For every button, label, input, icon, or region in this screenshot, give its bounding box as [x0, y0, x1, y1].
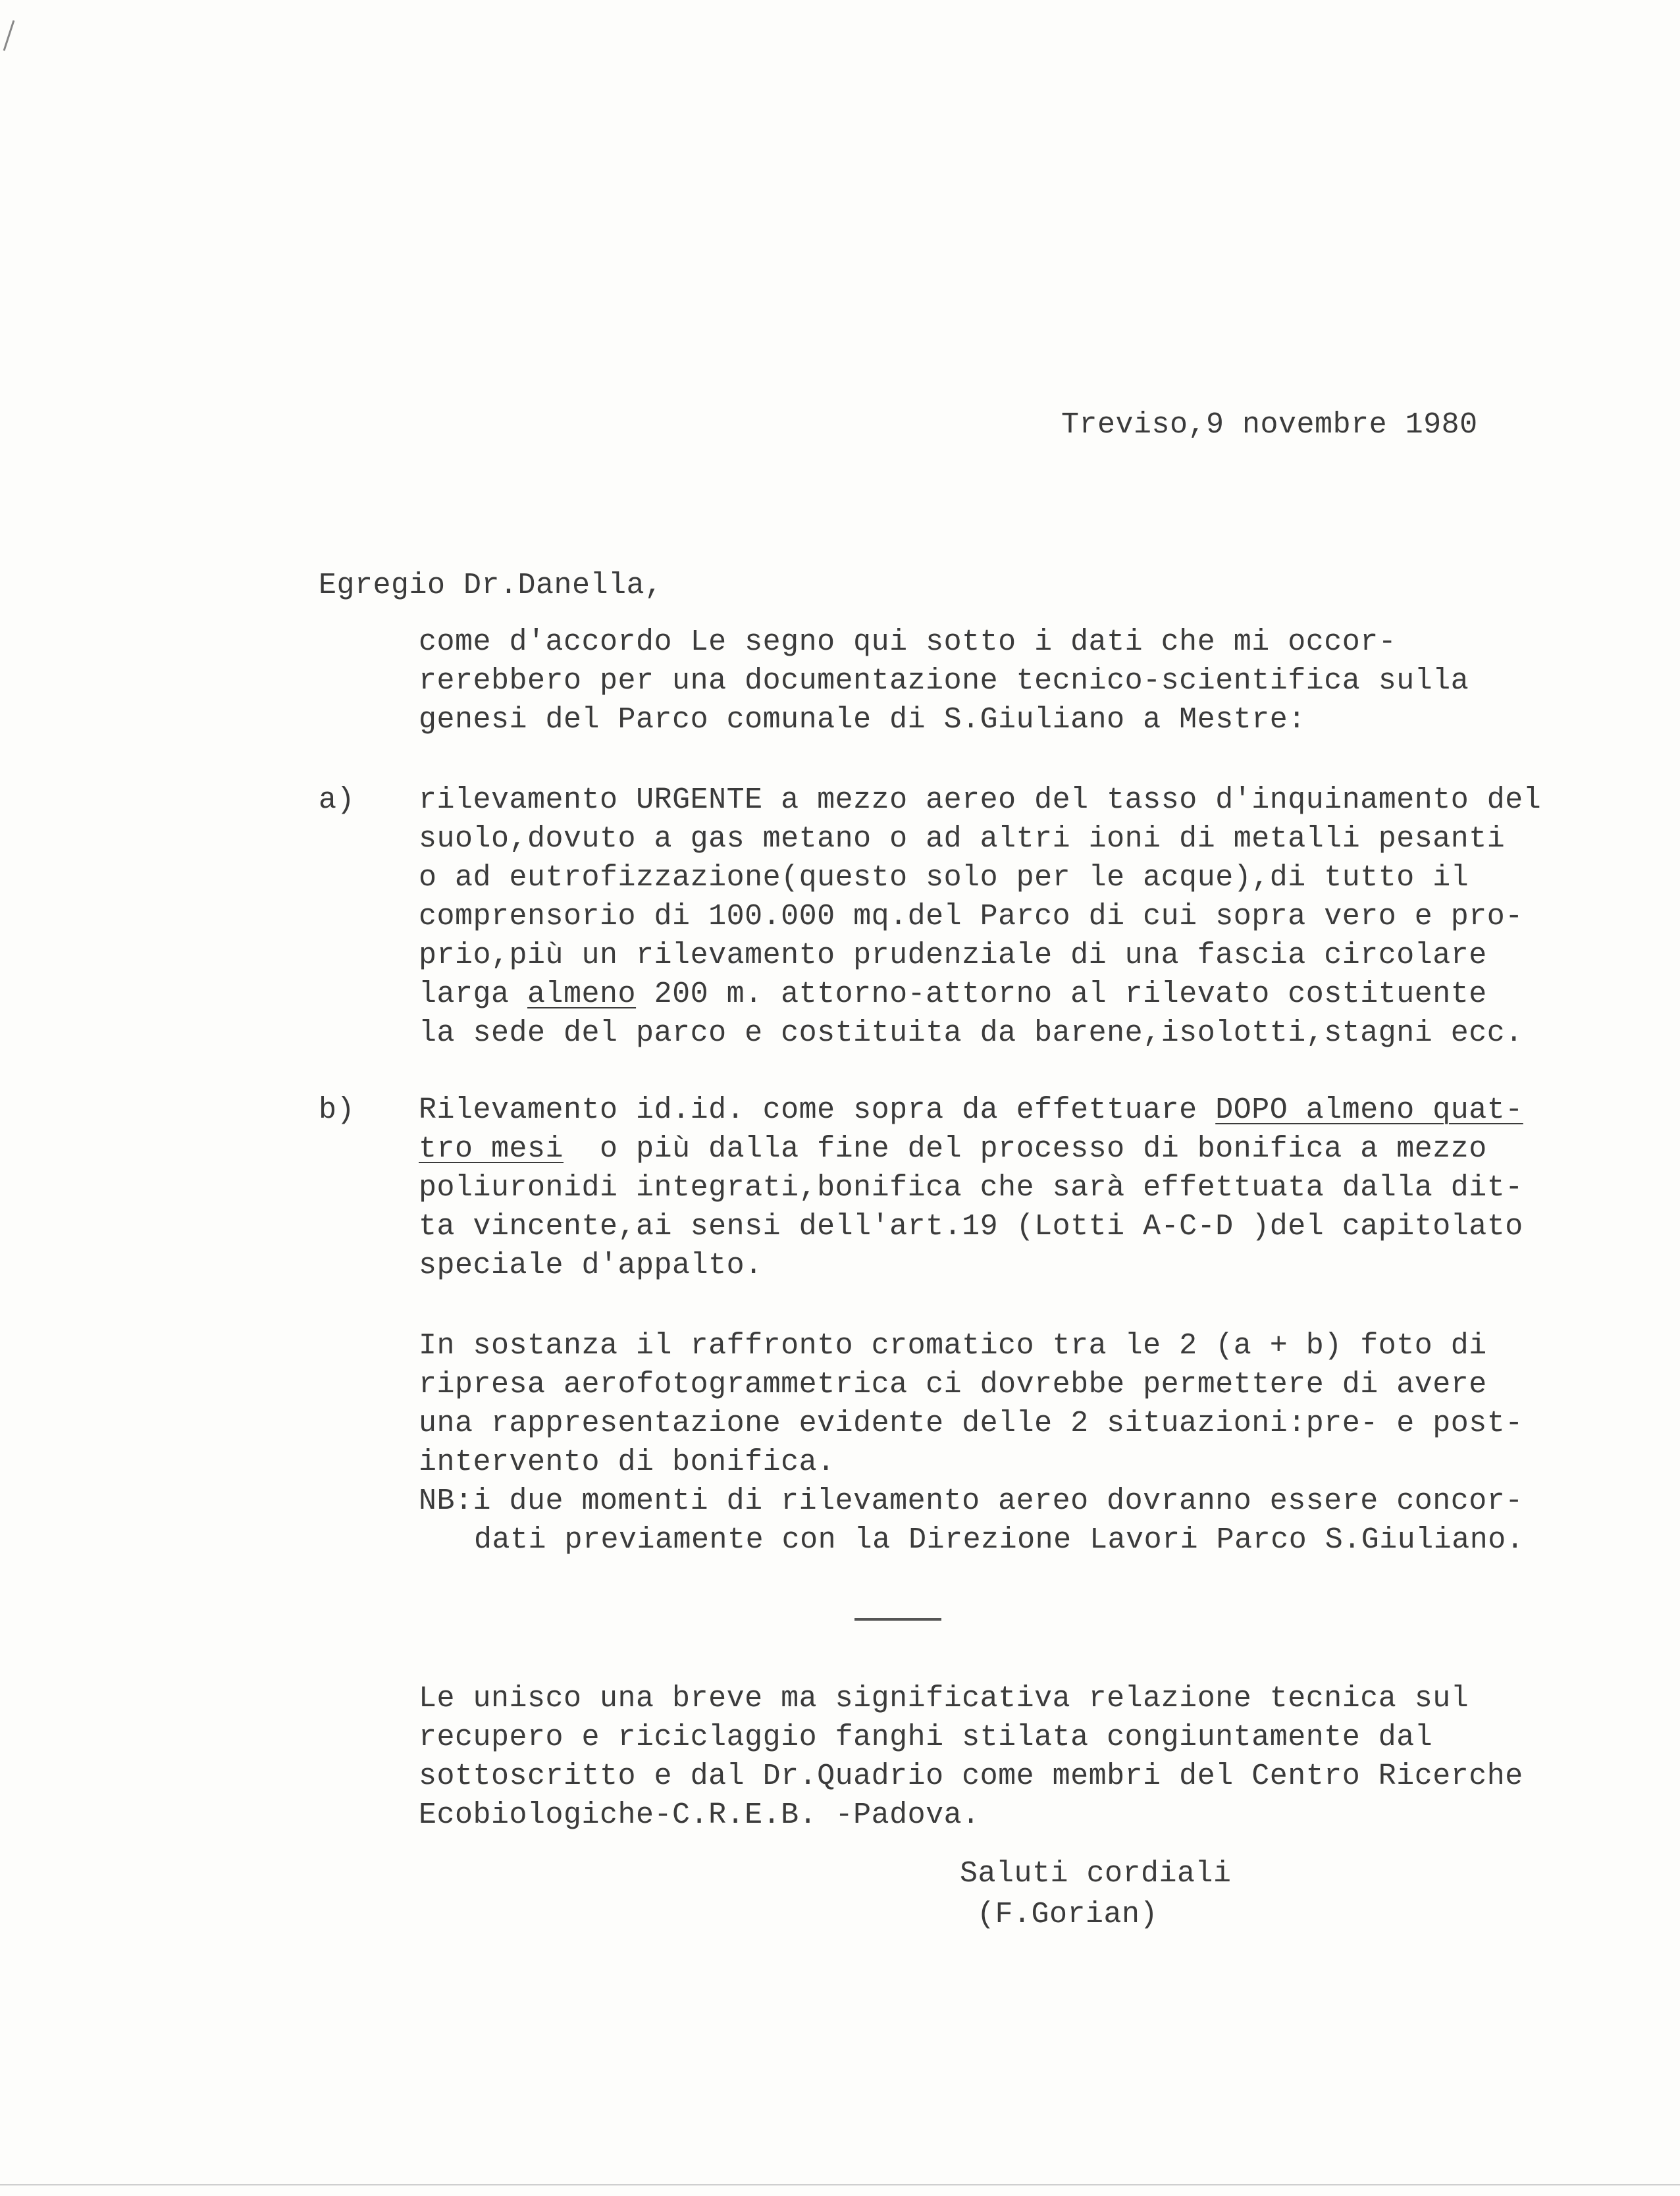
summary-line: una rappresentazione evidente delle 2 situazioni:pre- e post- — [419, 1407, 1523, 1440]
scan-mark — [3, 20, 15, 51]
emphasis-tro-mesi: tro mesi — [419, 1132, 564, 1166]
salutation: Egregio Dr.Danella, — [319, 569, 663, 602]
emphasis-almeno: almeno — [527, 978, 637, 1011]
item-a-line: comprensorio di 100.000 mq.del Parco di cui sopra vero e pro- — [419, 900, 1523, 933]
closing-line: sottoscritto e dal Dr.Quadrio come membri del Centro Ricerche — [419, 1760, 1523, 1793]
emphasis-urgente: URGENTE — [636, 783, 763, 817]
item-a-line: la sede del parco e costituita da barene,isolotti,stagni ecc. — [419, 1016, 1523, 1050]
item-b-line: poliuronidi integrati,bonifica che sarà effettuata dalla dit- — [419, 1171, 1523, 1205]
closing-line: Le unisco una breve ma significativa relazione tecnica sul — [419, 1682, 1469, 1715]
item-a-line — [419, 976, 1487, 1014]
nb-line: dati previamente con la Direzione Lavori Parco S.Giuliano. — [474, 1523, 1525, 1557]
regards: Saluti cordiali — [960, 1857, 1232, 1891]
item-a-line: o ad eutrofizzazione(questo solo per le acque),di tutto il — [419, 861, 1469, 895]
closing-line: Ecobiologiche-C.R.E.B. -Padova. — [419, 1798, 980, 1832]
summary-line: In sostanza il raffronto cromatico tra le 2 (a + b) foto di — [419, 1329, 1487, 1363]
text: Rilevamento id.id. come sopra da effettuare — [419, 1093, 1216, 1127]
place-date: Treviso,9 novembre 1980 — [1061, 408, 1478, 442]
item-a-marker: a) — [319, 783, 355, 817]
item-b-line — [419, 1130, 1487, 1168]
emphasis-dopo: DOPO almeno quat- — [1215, 1093, 1523, 1127]
text: rilevamento — [419, 783, 637, 817]
item-a-line — [419, 781, 1541, 820]
intro-line: genesi del Parco comunale di S.Giuliano a Mestre: — [419, 703, 1306, 737]
item-b-line — [419, 1091, 1523, 1130]
item-a-line: suolo,dovuto a gas metano o ad altri ioni di metalli pesanti — [419, 822, 1506, 856]
summary-line: intervento di bonifica. — [419, 1446, 835, 1479]
intro-line: rerebbero per una documentazione tecnico-scientifica sulla — [419, 664, 1469, 698]
item-b-line: ta vincente,ai sensi dell'art.19 (Lotti A-C-D )del capitolato — [419, 1210, 1523, 1243]
text: o più dalla fine del processo di bonifica a mezzo — [564, 1132, 1487, 1166]
text: larga — [419, 978, 528, 1011]
item-b-line: speciale d'appalto. — [419, 1249, 763, 1282]
text: 200 m. attorno-attorno al rilevato costituente — [636, 978, 1487, 1011]
signature: (F.Gorian) — [977, 1898, 1159, 1931]
nb-line: NB:i due momenti di rilevamento aereo dovranno essere concor- — [419, 1484, 1523, 1518]
text: a mezzo aereo del tasso d'inquinamento del — [762, 783, 1542, 817]
intro-line: come d'accordo Le segno qui sotto i dati che mi occor- — [419, 625, 1397, 659]
closing-line: recupero e riciclaggio fanghi stilata congiuntamente dal — [419, 1721, 1433, 1754]
separator — [854, 1618, 941, 1625]
item-a-line: prio,più un rilevamento prudenziale di una fascia circolare — [419, 939, 1487, 972]
scan-edge — [0, 2184, 1680, 2185]
item-b-marker: b) — [319, 1093, 355, 1127]
summary-line: ripresa aerofotogrammetrica ci dovrebbe permettere di avere — [419, 1368, 1487, 1401]
